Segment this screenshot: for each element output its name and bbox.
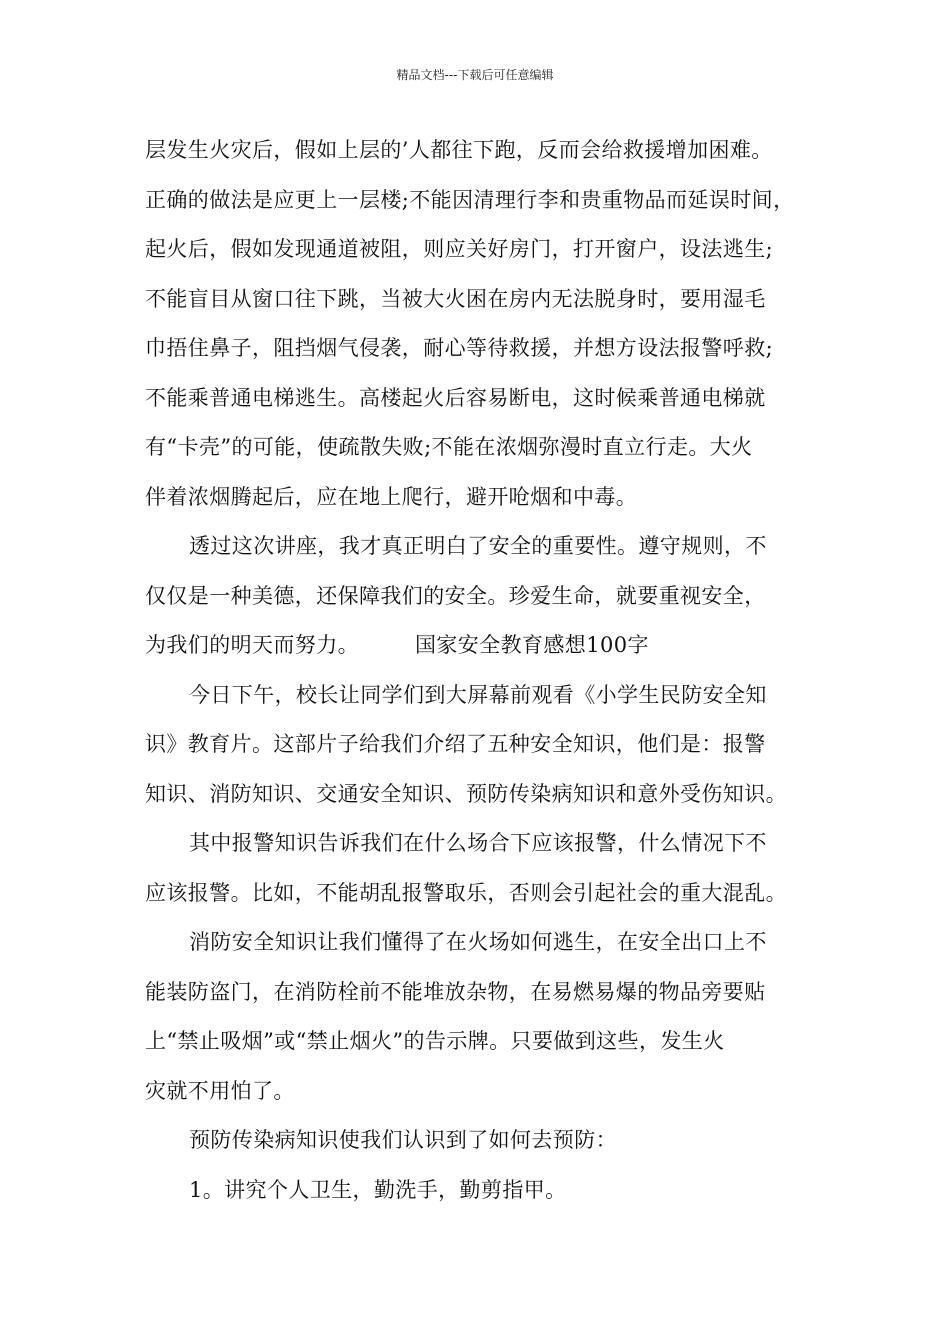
text-line: 伴着浓烟腾起后，应在地上爬行，避开呛烟和中毒。 (145, 484, 638, 509)
text-line: 有“卡壳”的可能，使疏散失败;不能在浓烟弥漫时直立行走。大火 (145, 435, 753, 459)
paragraph-start-line: 预防传染病知识使我们认识到了如何去预防： (189, 1128, 617, 1152)
page-header: 精品文档---下载后可任意编辑 (396, 68, 554, 82)
text-line: 正确的做法是应更上一层楼;不能因清理行李和贵重物品而延误时间， (145, 187, 795, 212)
text-line: 识》教育片。这部片子给我们介绍了五种安全知识，他们是：报警 (145, 732, 766, 756)
paragraph-start-line: 透过这次讲座，我才真正明白了安全的重要性。遵守规则，不 (189, 534, 767, 558)
paragraph-start-line: 消防安全知识让我们懂得了在火场如何逃生，在安全出口上不 (189, 930, 767, 954)
text-line: 起火后，假如发现通道被阻，则应关好房门，打开窗户，设法逃生; (145, 237, 774, 261)
paragraph-start-line: 今日下午，校长让同学们到大屏幕前观看《小学生民防安全知 (189, 682, 767, 707)
text-line: 仅仅是一种美德，还保障我们的安全。珍爱生命，就要重视安全， (145, 583, 766, 608)
inline-title: 国家安全教育感想100字 (415, 633, 649, 657)
text-line: 不能盲目从窗口往下跳，当被大火困在房内无法脱身时，要用湿毛 (145, 286, 766, 311)
document-body (145, 126, 815, 1215)
list-item: 1。讲究个人卫生，勤洗手，勤剪指甲。 (189, 1177, 567, 1202)
text-line: 知识、消防知识、交通安全知识、预防传染病知识和意外受伤知识。 (145, 781, 787, 806)
text-line: 能装防盗门，在消防栓前不能堆放杂物，在易燃易爆的物品旁要贴 (145, 979, 766, 1004)
text-line: 层发生火灾后，假如上层的’人都往下跑，反而会给救援增加困难。 (145, 138, 773, 162)
text-line: 为我们的明天而努力。 国家安全教育感想100字 (145, 633, 649, 657)
text-line: 灾就不用怕了。 (145, 1078, 295, 1103)
text-line: 巾捂住鼻子，阻挡烟气侵袭，耐心等待救援，并想方设法报警呼救; (145, 336, 774, 360)
text-line: 上“禁止吸烟”或“禁止烟火”的告示牌。只要做到这些，发生火 (145, 1029, 725, 1053)
paragraph-start-line: 其中报警知识告诉我们在什么场合下应该报警，什么情况下不 (189, 831, 767, 855)
text-line: 应该报警。比如，不能胡乱报警取乐，否则会引起社会的重大混乱。 (145, 880, 787, 905)
text-line: 不能乘普通电梯逃生。高楼起火后容易断电，这时候乘普通电梯就 (145, 385, 766, 410)
